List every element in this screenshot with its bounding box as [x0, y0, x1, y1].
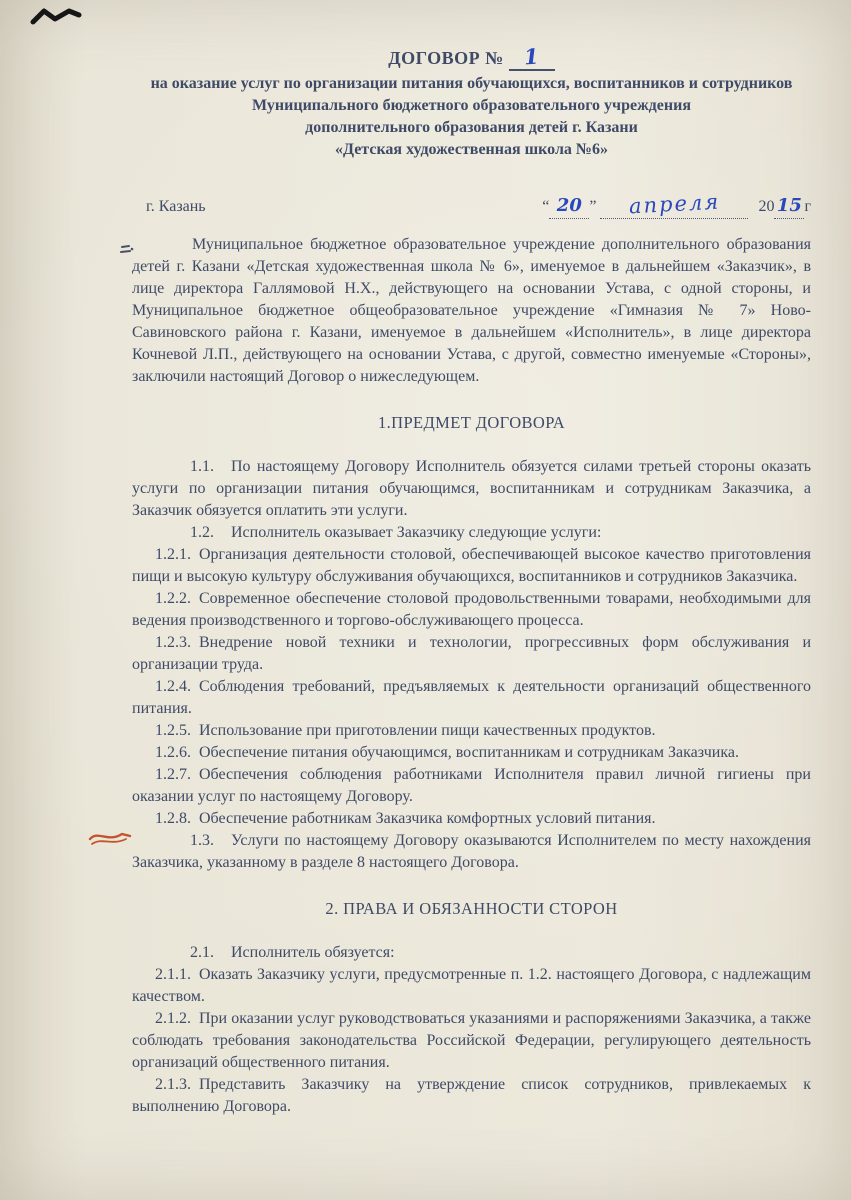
date-close-quote: ” [589, 198, 597, 215]
handwritten-day: 20 [556, 195, 582, 216]
clause [132, 522, 811, 544]
clause-number: 2.1.1. [155, 966, 191, 983]
clause-number: 1.2.4. [155, 678, 191, 695]
preamble-paragraph: Муниципальное бюджетное образовательное учреждение дополнительного образования детей г. Казани «Детская художественная школа № 6», именуемое в дальнейшем «Заказчик», в лице директора Галлямовой Н.Х., действующего на основании Устава, с одной стороны, и Муниципальное бюджетное общеобразовательное учреждение «Гимназия № 7» Ново-Савиновского района г. Казани, именуемое в дальнейшем «Исполнитель», в лице директора Кочневой Л.П., действующего на основании Устава, с другой, совместно именуемые «Стороны», заключили настоящий Договор о нижеследующем. [132, 236, 811, 385]
document-title [132, 43, 811, 71]
document-title-block [132, 43, 811, 161]
handwritten-contract-number: 1 [523, 43, 541, 70]
clause-number: 1.2.5. [155, 722, 191, 739]
clause [132, 720, 811, 742]
clause [132, 808, 811, 830]
clause-text: Обеспечения соблюдения работниками Исполнителя правил личной гигиены при оказании услуг по настоящему Договору. [132, 766, 811, 805]
date-year-typed: 20 [758, 198, 775, 215]
clause-text: Исполнитель обязуется: [231, 944, 395, 961]
title-subtitle-line: на оказание услуг по организации питания обучающихся, воспитанников и сотрудников [150, 75, 793, 92]
clause-number: 2.1. [190, 944, 214, 961]
clause-text: По настоящему Договору Исполнитель обязуется силами третьей стороны оказать услуги по организации питания обучающимся, воспитанникам и сотрудникам Заказчика, а Заказчик обязуется оплатить эти услуги. [132, 458, 811, 519]
clause-number: 1.1. [190, 458, 214, 475]
clause-number: 1.2.3. [155, 634, 191, 651]
handwritten-year: 15 [776, 195, 802, 216]
clause-text: Организация деятельности столовой, обеспечивающей высокое качество приготовления пищи и высокую культуру обслуживания обучающихся, воспитанников и сотрудников Заказчика. [132, 546, 811, 585]
clause-number: 1.2.2. [155, 590, 191, 607]
clause [132, 964, 811, 1008]
title-subtitle-line: дополнительного образования детей г. Казани [305, 119, 638, 136]
clause [132, 942, 811, 964]
clause-number: 2.1.3. [155, 1076, 191, 1093]
clause-number: 1.2.6. [155, 744, 191, 761]
date-line [542, 189, 811, 219]
clause-text: Соблюдения требований, предъявляемых к деятельности организаций общественного питания. [132, 678, 811, 717]
date-month-blank [600, 189, 748, 219]
date-year-suffix: г [804, 198, 811, 215]
clause [132, 742, 811, 764]
clause-text: Представить Заказчику на утверждение список сотрудников, привлекаемых к выполнению Договора. [132, 1076, 811, 1115]
clause-text: Обеспечение питания обучающимся, воспитанникам и сотрудникам Заказчика. [199, 744, 739, 761]
clause [132, 544, 811, 588]
date-day-blank [549, 195, 589, 219]
handwritten-month: апреля [628, 189, 721, 219]
clause-number: 1.2. [190, 524, 214, 541]
clause [132, 676, 811, 720]
title-prefix: ДОГОВОР № [388, 48, 504, 68]
title-subtitle-line: «Детская художественная школа №6» [334, 141, 608, 158]
section-1-heading: 1.ПРЕДМЕТ ДОГОВОРА [377, 413, 566, 432]
clause [132, 830, 811, 874]
date-year-blank [774, 195, 804, 219]
clause-text: Современное обеспечение столовой продовольственными товарами, необходимыми для ведения производственного и торгово-обслуживающего процесса. [132, 590, 811, 629]
clause [132, 632, 811, 676]
title-subtitle-line: Муниципального бюджетного образовательного учреждения [252, 97, 691, 114]
clause [132, 588, 811, 632]
clause-number: 2.1.2. [155, 1010, 191, 1027]
city-date-row [132, 189, 811, 219]
clause-number: 1.2.8. [155, 810, 191, 827]
clause-text: Обеспечение работникам Заказчика комфортных условий питания. [199, 810, 656, 827]
clause-text: Внедрение новой техники и технологии, прогрессивных форм обслуживания и организации труда. [132, 634, 811, 673]
clause [132, 456, 811, 522]
clause-text: Использование при приготовлении пищи качественных продуктов. [199, 722, 656, 739]
section-2-heading: 2. ПРАВА И ОБЯЗАННОСТИ СТОРОН [325, 899, 618, 918]
clause-number: 1.2.1. [155, 546, 191, 563]
clause [132, 764, 811, 808]
date-open-quote: “ [542, 198, 550, 215]
contract-number-blank [509, 43, 555, 71]
clause-number: 1.3. [190, 832, 214, 849]
clause [132, 1008, 811, 1074]
clause-text: Оказать Заказчику услуги, предусмотренные п. 1.2. настоящего Договора, с надлежащим качеством. [132, 966, 811, 1005]
clause [132, 1074, 811, 1118]
clause-number: 1.2.7. [155, 766, 191, 783]
clause-text: Исполнитель оказывает Заказчику следующие услуги: [231, 524, 602, 541]
clause-text: Услуги по настоящему Договору оказываются Исполнителем по месту нахождения Заказчика, указанному в разделе 8 настоящего Договора. [132, 832, 811, 871]
clause-text: При оказании услуг руководствоваться указаниями и распоряжениями Заказчика, а также соблюдать требования законодательства Российской Федерации, регулирующего деятельность организаций общественного питания. [132, 1010, 811, 1071]
city-label: г. Казань [146, 198, 206, 215]
